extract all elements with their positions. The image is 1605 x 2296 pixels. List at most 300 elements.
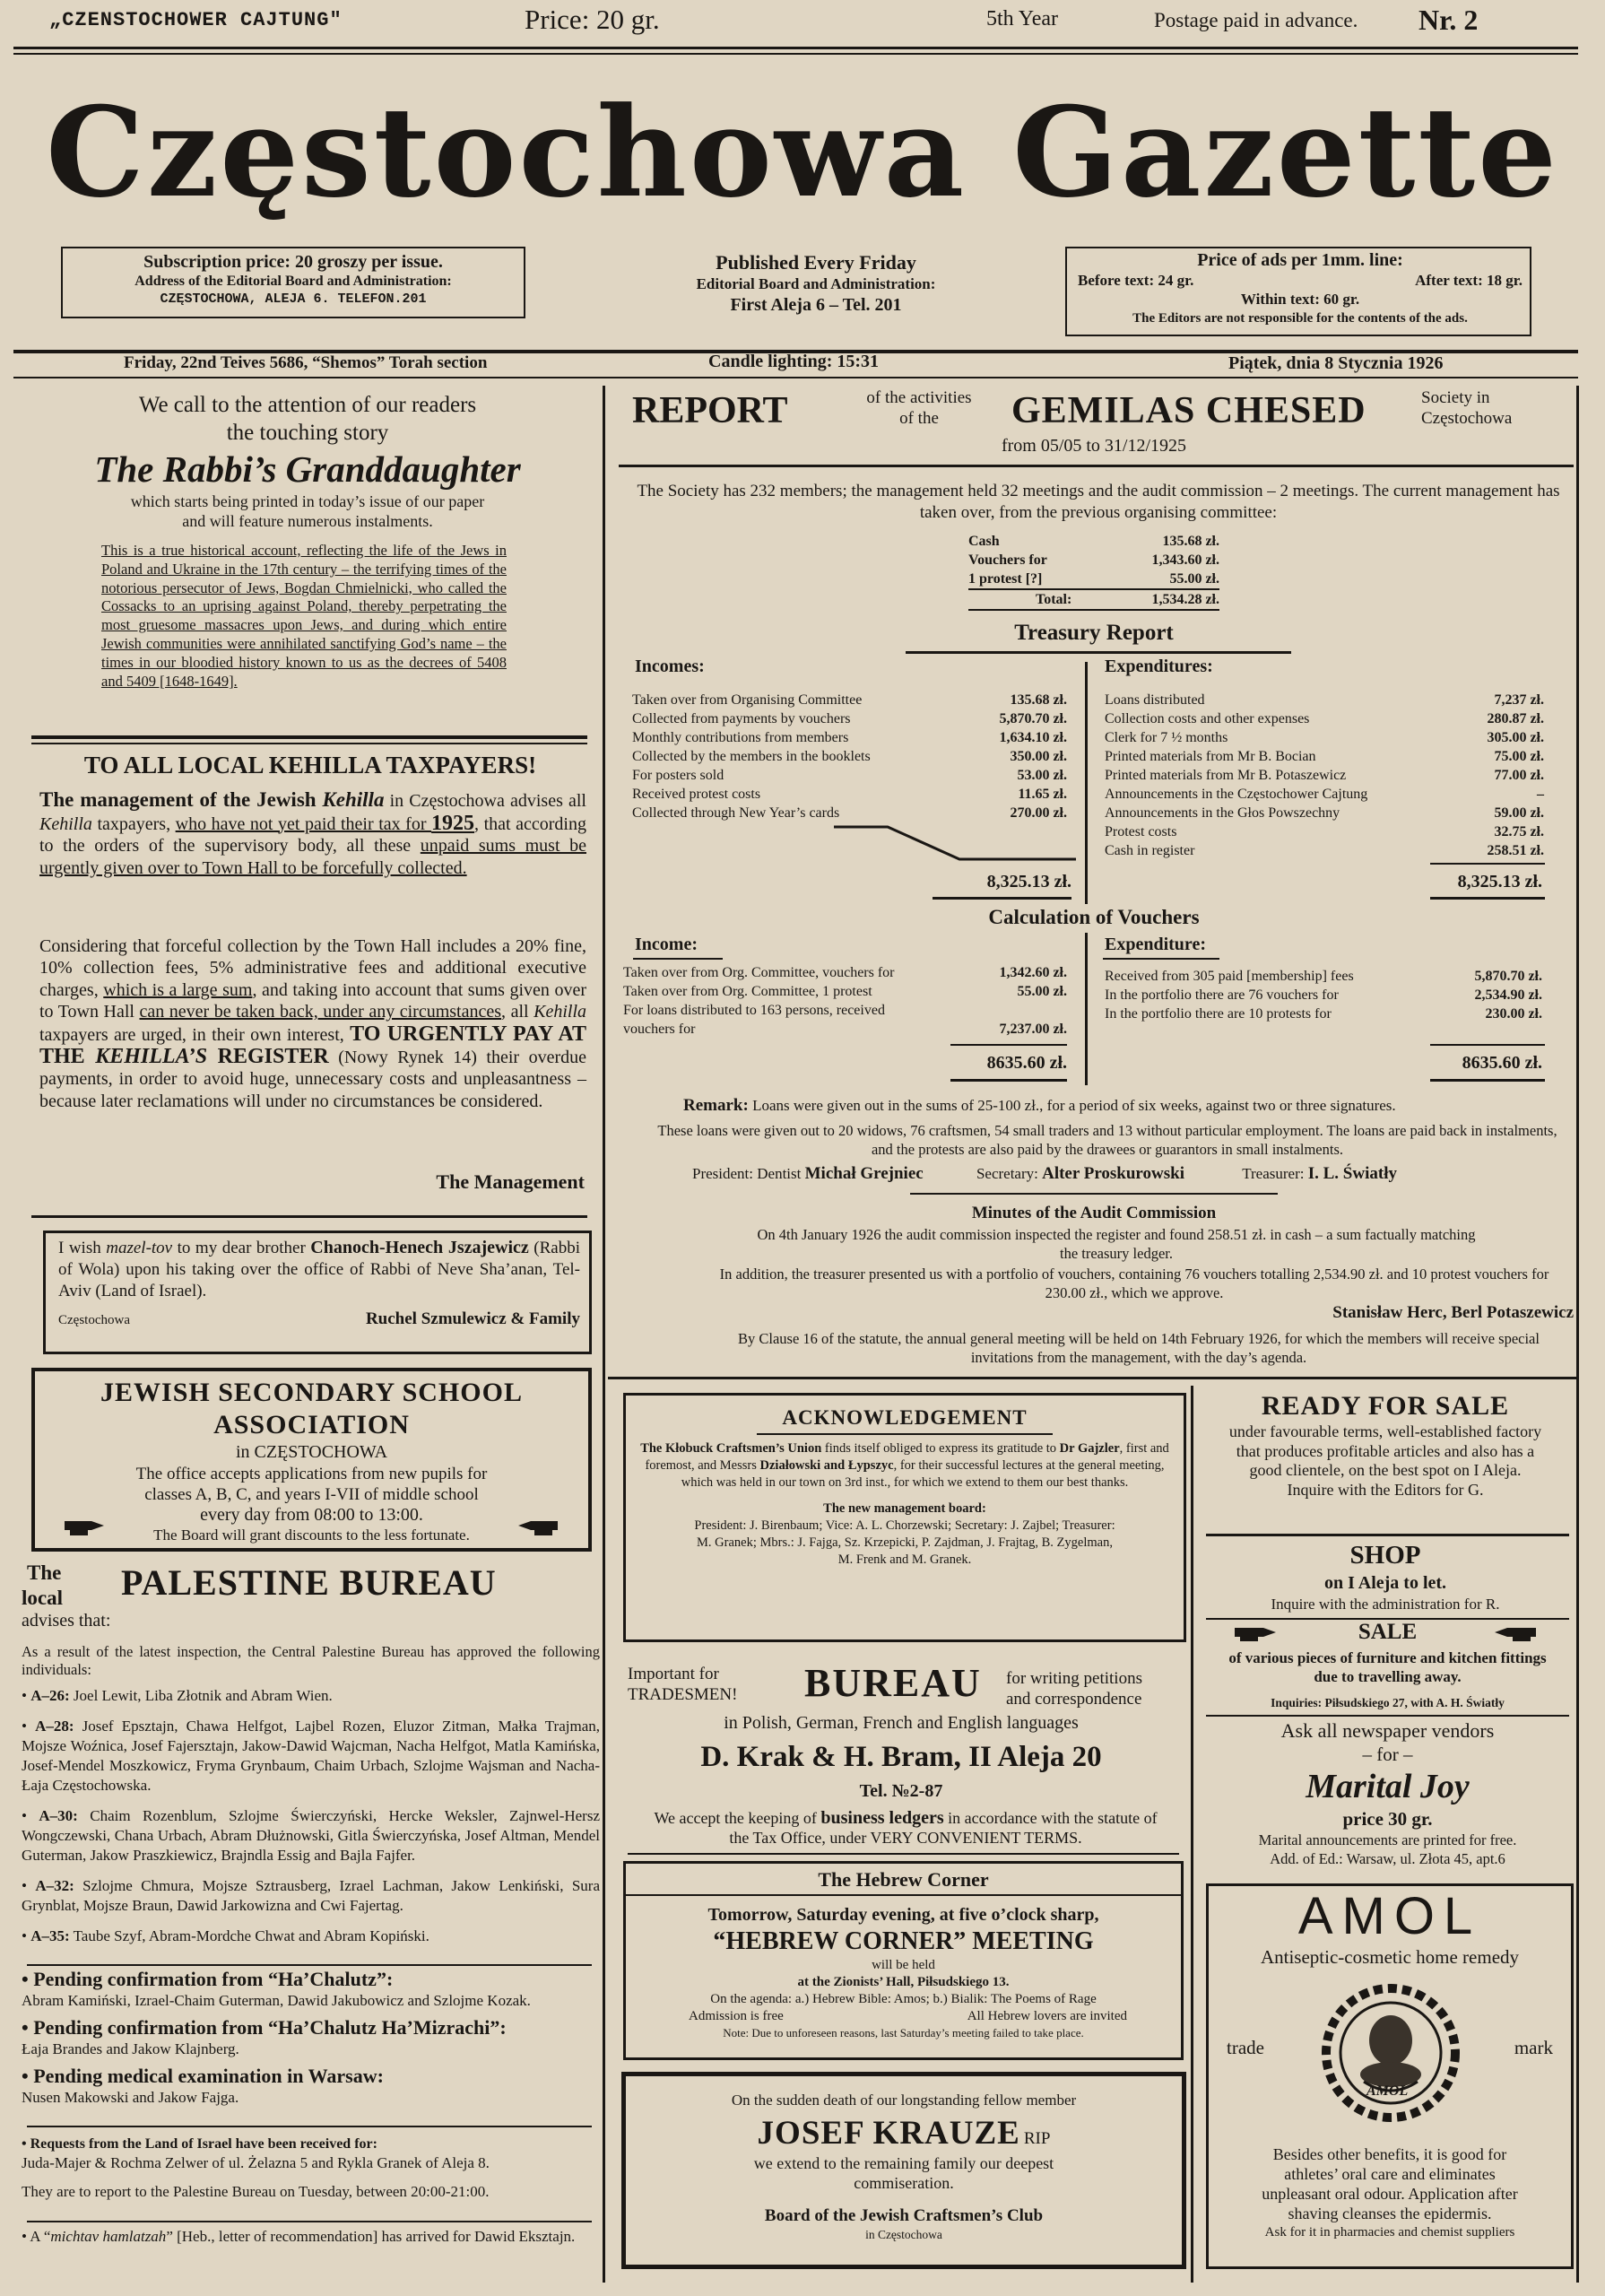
voucher-expenditure-label: Received from 305 paid [membership] fees [1105, 969, 1354, 984]
kehilla-text: 1925 [431, 811, 475, 835]
rule [950, 1044, 1067, 1046]
report-takeover [968, 532, 1219, 611]
rule [910, 1193, 1278, 1195]
general-meeting-notice: By Clause 16 of the statute, the annual general meeting will be held on 14th February 1926, for which the members will receive special invitations from the management, with the day’s agenda. [738, 1330, 1540, 1366]
expenditure-row [1105, 728, 1544, 747]
masthead-top-name: „CZENSTOCHOWER CAJTUNG" [49, 9, 343, 31]
report-officers [692, 1164, 1571, 1184]
pending-mizrachi-names: Łaja Brandes and Jakow Klajnberg. [22, 2040, 239, 2057]
approved-code: A–26: [30, 1687, 70, 1704]
school-title-2: ASSOCIATION [213, 1410, 410, 1439]
rule [633, 958, 723, 960]
hebrew-corner-where: at the Zionists’ Hall, Piłsudskiego 13. [797, 1975, 1010, 1989]
michtav-text: michtav hamlatzah [50, 2228, 167, 2245]
report-remark [683, 1096, 1562, 1116]
expenditure-row [1105, 766, 1544, 785]
sale-ad [1206, 1620, 1569, 1711]
dateline-polish: Piątek, dnia 8 Stycznia 1926 [1228, 353, 1444, 373]
report-of-line2: of the [899, 409, 939, 428]
pending-title: Pending confirmation from “Ha’Chalutz”: [33, 1968, 394, 1990]
amol-title: AMOL [1297, 1887, 1482, 1945]
ad-price-after: After text: 18 gr. [1415, 272, 1523, 289]
expenditure-row [1105, 785, 1544, 804]
voucher-income-total: 8635.60 zł. [986, 1053, 1067, 1073]
income-label: Collected through New Year’s cards [632, 805, 840, 821]
voucher-income-value: 1,342.60 zł. [999, 965, 1067, 980]
editorial-board-label: Editorial Board and Administration: [696, 275, 936, 292]
kehilla-notice-p1 [39, 789, 586, 879]
published-every-friday: Published Every Friday [716, 251, 916, 274]
kehilla-text: can never be taken back, under any circumstances [139, 1002, 502, 1022]
pending-title: Pending confirmation from “Ha’Chalutz Ha’Mizrachi”: [33, 2016, 507, 2039]
incomes-table [632, 691, 1067, 822]
president-name: Michał Grejniec [804, 1164, 924, 1183]
rule [13, 53, 1578, 55]
voucher-expenditure-value: 5,870.70 zł. [1474, 969, 1542, 984]
report-society [1421, 387, 1512, 429]
voucher-income-label: Taken over from Org. Committee, vouchers for [623, 965, 895, 980]
board-title: The new management board: [823, 1501, 986, 1516]
requests-heading: Requests from the Land of Israel have been received for: [30, 2136, 377, 2152]
all-invited: All Hebrew lovers are invited [967, 2009, 1127, 2023]
expenditure-label: Collection costs and other expenses [1105, 711, 1310, 726]
approved-item: • A–30: Chaim Rozenblum, Szlojme Świerczyński, Hercke Weksler, Zajnwel-Hersz Wongczewski, Chana Urbach, Abram Dłużnowski, Gitla Świerczyńska, Josef Altman, Mendel Guterman, Jakow Praszkiewicz, Brajndla Essig and Bajla Fajfer. [22, 1807, 600, 1864]
story-intro-line4: and will feature numerous instalments. [182, 512, 433, 530]
mazeltov-part: to my dear brother [172, 1239, 311, 1257]
obituary-place: in Częstochowa [865, 2228, 942, 2241]
rule [757, 1433, 1053, 1435]
bureau-for-line2: and correspondence [1006, 1690, 1142, 1709]
kehilla-text: TO URGENTLY PAY AT THE [39, 1022, 586, 1069]
column-separator [1576, 386, 1579, 2283]
kehilla-text: who have not yet paid their tax for [175, 813, 432, 834]
palestine-advises: advises that: [22, 1611, 111, 1631]
bureau-for [1006, 1668, 1142, 1709]
rule [608, 1377, 1578, 1379]
voucher-income-label: For loans distributed to 163 persons, received [623, 1003, 885, 1018]
voucher-expenditure-row [1105, 1004, 1542, 1023]
palestine-title: PALESTINE BUREAU [121, 1562, 497, 1603]
hebrew-corner-held: will be held [872, 1958, 935, 1972]
voucher-income-label: vouchers for [623, 1022, 696, 1037]
expenditure-label: Protest costs [1105, 824, 1177, 839]
bureau-ledgers-text: We accept the keeping of [654, 1809, 821, 1827]
ad-prices-box [1065, 247, 1531, 336]
bureau-ledgers [646, 1808, 1166, 1848]
rule [1206, 1715, 1569, 1717]
incomes-title: Incomes: [635, 657, 705, 676]
expenditure-row [1105, 691, 1544, 709]
marital-line3: Marital announcements are printed for free. [1258, 1831, 1517, 1848]
rule [1206, 1534, 1569, 1536]
approved-code: A–30: [39, 1807, 78, 1824]
kehilla-text: Kehilla [322, 788, 385, 811]
income-row [632, 747, 1067, 766]
remark-label: Remark: [683, 1096, 749, 1115]
report-period: from 05/05 to 31/12/1925 [1001, 436, 1187, 456]
shop-ad [1202, 1539, 1569, 1614]
rule [13, 47, 1578, 49]
ad-price-within: Within text: 60 gr. [1240, 291, 1360, 308]
rule [1430, 897, 1545, 900]
kehilla-text: Considering that forceful collection by the Town Hall includes a 20% fine, 10% collection fees, 5% administrative fees and additional executive charges, [39, 936, 586, 1000]
income-label: Monthly contributions from members [632, 730, 849, 745]
kehilla-text: unpaid sums must be urgently given over to Town Hall to be forcefully collected. [39, 836, 586, 878]
dateline-hebrew: Friday, 22nd Teives 5686, “Shemos” Torah section [124, 353, 488, 372]
expenditure-value: 258.51 zł. [1487, 843, 1544, 858]
approved-code: A–35: [30, 1927, 70, 1944]
palestine-approved-list [22, 1686, 600, 1946]
approved-item: • A–32: Szlojme Chmura, Mojsze Sztrausberg, Izrael Lachman, Jakow Lenkiński, Sura Grynblat, Mojsze Braun, Dawid Jarkowizna and Cwi Fajertag. [22, 1877, 600, 1914]
bureau-important [628, 1664, 737, 1705]
expenditures-total: 8,325.13 zł. [1457, 872, 1542, 891]
school-text-2: classes A, B, C, and years I-VII of middle school [144, 1485, 479, 1504]
voucher-income-value: 55.00 zł. [1017, 984, 1067, 999]
kehilla-text: (Nowy Rynek 14) their overdue payments, in order to avoid huge, unnecessary costs and unpleasantness – because later reclamations will under no circumstances be considered. [39, 1048, 587, 1111]
treasury-title: Treasury Report [1014, 621, 1174, 645]
approved-code: A–28: [35, 1718, 74, 1735]
rule [628, 1853, 1179, 1855]
pointing-hand-left-icon [516, 1514, 560, 1537]
rule [1430, 863, 1545, 865]
income-row [632, 766, 1067, 785]
masthead-price: Price: 20 gr. [525, 4, 660, 35]
takeover-row [968, 570, 1219, 590]
shop-text: Inquire with the administration for R. [1271, 1596, 1500, 1613]
hebrew-corner-admission [626, 2008, 1181, 2025]
voucher-expenditure-title: Expenditure: [1105, 935, 1206, 954]
takeover-value: 1,343.60 zł. [1151, 552, 1219, 568]
obituary-signature: Board of the Jewish Craftsmen’s Club [764, 2206, 1044, 2225]
income-label: Taken over from Organising Committee [632, 692, 863, 708]
hebrew-corner-box [623, 1861, 1184, 2060]
amol-laurel-logo-icon [1301, 1974, 1480, 2135]
requests-note: They are to report to the Palestine Bureau on Tuesday, between 20:00-21:00. [22, 2183, 490, 2200]
pending-title: Pending medical examination in Warsaw: [33, 2065, 384, 2087]
pending-hachalutz-names: Abram Kamiński, Izrael-Chaim Guterman, Dawid Jakubowicz and Szlojme Kozak. [22, 1992, 531, 2009]
expenditure-row [1105, 709, 1544, 728]
story-intro-line2: the touching story [226, 421, 389, 445]
income-row [632, 728, 1067, 747]
income-row [632, 691, 1067, 709]
expenditure-label: Announcements in the Głos Powszechny [1105, 805, 1340, 821]
voucher-income-label: Taken over from Org. Committee, 1 protest [623, 984, 872, 999]
column-separator [1085, 933, 1088, 1085]
masthead-issue-number: Nr. 2 [1418, 4, 1479, 36]
story-intro-line3: which starts being printed in today’s issue of our paper [130, 492, 485, 510]
ad-disclaimer: The Editors are not responsible for the contents of the ads. [1132, 311, 1468, 326]
report-society-line1: Society in [1421, 388, 1490, 407]
bureau-title: BUREAU [804, 1661, 982, 1705]
kehilla-text: KEHILLA’S [95, 1045, 208, 1069]
income-row [632, 804, 1067, 822]
sale-text: of various pieces of furniture and kitchen fittings due to travelling away. [1228, 1649, 1547, 1685]
school-box [31, 1368, 592, 1552]
marital-line4: Add. of Ed.: Warsaw, ul. Złota 45, apt.6 [1270, 1850, 1505, 1867]
ack-part: finds itself obliged to express its gratitude to [821, 1441, 1060, 1456]
voucher-expenditure-label: In the portfolio there are 76 vouchers for [1105, 987, 1339, 1003]
school-text-1: The office accepts applications from new pupils for [135, 1465, 488, 1483]
school-hours: every day from 08:00 to 13:00. [200, 1505, 423, 1525]
rule [1430, 1079, 1545, 1082]
report-society-title: GEMILAS CHESED [1011, 390, 1366, 431]
expenditure-row [1105, 804, 1544, 822]
palestine-local: local [22, 1587, 63, 1609]
income-value: 270.00 zł. [1010, 805, 1067, 821]
voucher-income-title: Income: [635, 935, 698, 954]
pending-mizrachi-title: • Pending confirmation from “Ha’Chalutz Ha’Mizrachi”: [22, 2016, 507, 2039]
mazeltov-place: Częstochowa [58, 1313, 130, 1327]
obituary-line1: On the sudden death of our longstanding fellow member [731, 2092, 1077, 2109]
kehilla-text: taxpayers are urged, in their own interest, [39, 1024, 351, 1045]
treasurer-name: I. L. Światły [1307, 1164, 1397, 1183]
column-separator [1191, 1386, 1193, 2283]
story-announcement [25, 391, 590, 531]
income-label: Collected by the members in the booklets [632, 749, 871, 764]
editorial-address: CZĘSTOCHOWA, ALEJA 6. TELEFON.201 [160, 291, 427, 307]
amol-mark-label: mark [1514, 2037, 1553, 2058]
rule [27, 2126, 592, 2127]
requests-title: • Requests from the Land of Israel have been received for: [22, 2136, 377, 2152]
bureau-names: D. Krak & H. Bram, II Aleja 20 [700, 1741, 1102, 1773]
report-intro: The Society has 232 members; the management held 32 meetings and the audit commission – 2 meetings. The current management has taken over, from the previous organising committee: [637, 482, 1560, 522]
expenditures-title: Expenditures: [1105, 657, 1213, 676]
requests-names: Juda-Majer & Rochma Zelwer of ul. Żelazna 5 and Rykla Granek of Aleja 8. [22, 2154, 490, 2171]
expenditure-label: Loans distributed [1105, 692, 1205, 708]
ack-part: , for their successful lectures at the general meeting, which was held in our town on 3rd inst., for which we extend to them our best thanks. [681, 1458, 1165, 1490]
expenditure-row [1105, 822, 1544, 841]
masthead-title: Częstochowa Gazette [46, 79, 1559, 225]
obituary-name: JOSEF KRAUZE [757, 2115, 1020, 2152]
mazeltov-footer [58, 1309, 580, 1329]
amol-trademark-area [1209, 1974, 1571, 2135]
publication-info [610, 251, 1022, 317]
income-label: Collected from payments by vouchers [632, 711, 851, 726]
bureau-important-line1: Important for [628, 1665, 719, 1683]
kehilla-text: which is a large sum [103, 979, 253, 1000]
amol-text: Besides other benefits, it is good for athletes’ oral care and eliminates unpleasant oral odour. Application after shaving cleanses the epidermis. [1262, 2145, 1518, 2222]
column-separator [1085, 662, 1088, 904]
takeover-value: 135.68 zł. [1162, 534, 1219, 549]
ready-for-sale-ad [1202, 1390, 1569, 1500]
kehilla-signature: The Management [436, 1170, 585, 1193]
rule [31, 1215, 587, 1218]
takeover-total-row [968, 590, 1219, 611]
expenditure-row [1105, 841, 1544, 860]
pending-hachalutz-title: • Pending confirmation from “Ha’Chalutz”: [22, 1968, 394, 1990]
takeover-total-value: 1,534.28 zł. [1151, 592, 1219, 607]
minutes-text-1: On 4th January 1926 the audit commission inspected the register and found 258.51 zł. in cash – a sum factually matching the treasury ledger. [757, 1226, 1476, 1262]
column-separator [603, 386, 605, 2283]
bureau-important-line2: TRADESMEN! [628, 1685, 738, 1704]
rule [619, 465, 1574, 467]
mazeltov-text [58, 1237, 580, 1302]
takeover-label: 1 protest [?] [968, 571, 1043, 587]
kehilla-title: TO ALL LOCAL KEHILLA TAXPAYERS! [83, 752, 537, 778]
ad-price-row [1078, 271, 1523, 290]
board-members: President: J. Birenbaum; Vice: A. L. Chorzewski; Secretary: J. Zajbel; Treasurer: M. Granek; Mbrs.: J. Fajga, Sz. Krzepicki, P. Zajdman, J. Frajtag, B. Zygelman, M. Frenk and M. Granek. [694, 1518, 1115, 1567]
voucher-income-row [623, 982, 1067, 1001]
kehilla-text: , and taking into account that sums given over to Town Hall [39, 979, 586, 1022]
school-title: JEWISH SECONDARY SCHOOL [100, 1378, 523, 1407]
hebrew-corner-agenda: On the agenda: a.) Hebrew Bible: Amos; b.) Bialik: The Poems of Rage [710, 1992, 1097, 2006]
ready-for-sale-text: under favourable terms, well-established factory that produces profitable articles and also has a good clientele, on the best spot on I Aleja. Inquire with the Editors for G. [1228, 1422, 1542, 1499]
income-label: Received protest costs [632, 787, 761, 802]
kehilla-text: in Częstochowa advises all [384, 791, 586, 811]
expenditure-value: 75.00 zł. [1494, 749, 1544, 764]
expenditure-label: Announcements in the Częstochower Cajtung [1105, 787, 1368, 802]
amol-trade-label: trade [1227, 2037, 1264, 2058]
editorial-address-label: Address of the Editorial Board and Administration: [134, 274, 452, 289]
voucher-income-row [623, 963, 1067, 982]
masthead-postage: Postage paid in advance. [1154, 9, 1358, 31]
admission-free: Admission is free [689, 2009, 784, 2023]
masthead-year: 5th Year [986, 7, 1059, 30]
pending-medical-names: Nusen Makowski and Jakow Fajga. [22, 2089, 239, 2106]
approved-names: Taube Szyf, Abram-Mordche Chwat and Abram Kopiński. [73, 1927, 429, 1944]
ack-part: The Kłobuck Craftsmen’s Union [640, 1441, 822, 1456]
marital-title: Marital Joy [1306, 1768, 1470, 1805]
voucher-income-row [623, 1020, 1067, 1039]
expenditure-value: 280.87 zł. [1487, 711, 1544, 726]
treasurer-label: Treasurer: [1242, 1165, 1305, 1182]
report-word: REPORT [632, 390, 788, 431]
income-value: 1,634.10 zł. [999, 730, 1067, 745]
palestine-requests [22, 2135, 600, 2202]
income-value: 135.68 zł. [1010, 692, 1067, 708]
rule [933, 897, 1071, 900]
subscription-box [61, 247, 525, 318]
income-value: 53.00 zł. [1017, 768, 1067, 783]
approved-names: Chaim Rozenblum, Szlojme Świerczyński, Hercke Weksler, Zajnwel-Hersz Wongczewski, Chana Urbach, Abram Dłużnowski, Gitla Świerczyńska, Josef Altman, Mendel Guterman, Jakow Praszkiewicz, Brajndla Essig and Bajla Fajfer. [22, 1807, 600, 1864]
voucher-income-table [623, 963, 1067, 1039]
rule [1430, 1044, 1545, 1046]
story-title: The Rabbi’s Granddaughter [94, 448, 521, 490]
shop-title: SHOP [1349, 1541, 1421, 1570]
mazeltov-part: I wish [58, 1239, 107, 1257]
amol-ad-box [1206, 1883, 1574, 2269]
hebrew-corner-when: Tomorrow, Saturday evening, at five o’clock sharp, [707, 1905, 1099, 1925]
voucher-expenditure-row [1105, 986, 1542, 1004]
president-label: President: Dentist [692, 1165, 802, 1182]
minutes-title: Minutes of the Audit Commission [971, 1204, 1217, 1222]
rule [950, 1079, 1067, 1082]
income-row [632, 709, 1067, 728]
palestine-the: The [27, 1561, 62, 1584]
hebrew-corner-note: Note: Due to unforeseen reasons, last Saturday’s meeting failed to take place. [723, 2026, 1084, 2039]
bureau-telephone: Tel. №2-87 [859, 1781, 943, 1801]
secretary-name: Alter Proskurowski [1042, 1164, 1184, 1183]
school-location: in CZĘSTOCHOWA [235, 1442, 388, 1462]
kehilla-text: The management of the Jewish [39, 788, 323, 811]
expenditure-value: – [1537, 787, 1544, 802]
kehilla-text: Kehilla [39, 813, 92, 834]
voucher-expenditure-label: In the portfolio there are 10 protests for [1105, 1006, 1332, 1022]
expenditure-label: Printed materials from Mr B. Bocian [1105, 749, 1316, 764]
income-row [632, 785, 1067, 804]
marital-line2: – for – [1362, 1744, 1413, 1765]
obituary-condolence: we extend to the remaining family our deepest commiseration. [753, 2154, 1054, 2192]
pointing-hand-right-icon [63, 1514, 106, 1537]
shop-subtitle: on I Aleja to let. [1323, 1573, 1447, 1593]
minutes-text-2: In addition, the treasurer presented us with a portfolio of vouchers, containing 76 vouchers totalling 2,534.90 zł. and 10 protest vouchers for 230.00 zł., which we approve. [719, 1265, 1549, 1301]
expenditure-label: Cash in register [1105, 843, 1195, 858]
rule [1103, 958, 1219, 960]
takeover-label: Cash [968, 534, 1000, 549]
approved-item: • A–26: Joel Lewit, Liba Złotnik and Abram Wien. [22, 1687, 333, 1704]
obituary-name-line [626, 2114, 1182, 2153]
report-remark-2: These loans were given out to 20 widows, 76 craftsmen, 54 small traders and 13 without particular employment. The loans are paid back in instalments, and the protests are also paid by the drawees or guarantors in small instalments. [657, 1122, 1557, 1158]
bureau-ledgers-text: business ledgers [820, 1808, 944, 1828]
hebrew-corner-meeting: “HEBREW CORNER” MEETING [713, 1927, 1094, 1955]
marital-price: price 30 gr. [1342, 1808, 1433, 1830]
income-value: 5,870.70 zł. [999, 711, 1067, 726]
approved-item: • A–28: Josef Epsztajn, Chawa Helfgot, Lajbel Rozen, Eluzor Zitman, Małka Trajman, Mojsze Woźnica, Josef Fajersztajn, Jakow-Dawid Wajcman, Nacha Helfgot, Matla Kamińska, Josef-Mendel Moszkowicz, Fryma Grynbaum, Chaim Urbach, Szlojme Wajsman and Nacha-Łaja Częstochowska. [22, 1718, 601, 1794]
story-description: This is a true historical account, reflecting the life of the Jews in Poland and Ukraine in the 17th century – the terrifying times of the notorious persecutor of Jews, Bogdan Chmielnicki, who called the Cossacks to an uprising against Poland, thereby perpetrating the most gruesome massacres upon Jews, and during which entire Jewish communities were annihilated sanctifying God’s name – the times in our bloodied history known to us as the decrees of 5408 and 5409 [1648-1649]. [101, 542, 507, 690]
report-of [843, 387, 995, 429]
incomes-bracket-line [834, 823, 1076, 868]
takeover-label: Vouchers for [968, 552, 1047, 568]
acknowledgement-box [623, 1393, 1186, 1642]
marital-joy-ad [1206, 1718, 1569, 1868]
incomes-total: 8,325.13 zł. [986, 872, 1071, 891]
income-label: For posters sold [632, 768, 724, 783]
marital-line1: Ask all newspaper vendors [1280, 1719, 1495, 1742]
approved-code: A–32: [35, 1877, 74, 1894]
voucher-expenditure-table [1105, 967, 1542, 1023]
acknowledgement-text [638, 1440, 1171, 1492]
sale-title: SALE [1358, 1620, 1418, 1644]
kehilla-text: REGISTER [207, 1045, 329, 1069]
ad-price-heading: Price of ads per 1mm. line: [1197, 250, 1403, 270]
expenditure-value: 32.75 zł. [1494, 824, 1544, 839]
bureau-ledgers-text: in accordance with the statute of the Tax Office, under VERY CONVENIENT TERMS. [729, 1809, 1158, 1847]
michtav-notice: • A “michtav hamlatzah” [Heb., letter of recommendation] has arrived for Dawid Eksztajn. [22, 2228, 576, 2245]
secretary-label: Secretary: [976, 1165, 1038, 1182]
income-value: 11.65 zł. [1018, 787, 1067, 802]
kehilla-text: , that according to the orders of the supervisory body, all these [39, 813, 586, 857]
kehilla-text: Kehilla [534, 1002, 586, 1022]
amol-subtitle: Antiseptic-cosmetic home remedy [1260, 1946, 1520, 1968]
mazeltov-signature: Ruchel Szmulewicz & Family [365, 1309, 580, 1328]
ready-for-sale-title: READY FOR SALE [1261, 1391, 1510, 1421]
sale-inquiries: Inquiries: Piłsudskiego 27, with A. H. Światły [1271, 1696, 1505, 1709]
takeover-value: 55.00 zł. [1169, 571, 1219, 587]
remark-text: Loans were given out in the sums of 25-100 zł., for a period of six weeks, against two or three signatures. [752, 1097, 1396, 1114]
voucher-income-row [623, 1001, 1067, 1020]
voucher-expenditure-total: 8635.60 zł. [1462, 1053, 1542, 1073]
dateline-candle-lighting: Candle lighting: 15:31 [708, 352, 880, 371]
kehilla-notice-p2 [39, 935, 586, 1112]
amol-logo-text: AMOL [1366, 2083, 1409, 2099]
palestine-pending [22, 1968, 600, 2108]
editorial-board-address: First Aleja 6 – Tel. 201 [730, 295, 902, 315]
expenditure-row [1105, 747, 1544, 766]
rule [31, 743, 587, 744]
minutes-signatures: Stanisław Herc, Berl Potaszewicz [1332, 1303, 1574, 1322]
michtav-text: ” [Heb., letter of recommendation] has arrived for Dawid Eksztajn. [166, 2228, 576, 2245]
mazeltov-part: mazel-tov [106, 1239, 173, 1257]
mazeltov-part: Chanoch-Henech Jszajewicz [310, 1238, 529, 1257]
hebrew-corner-title: The Hebrew Corner [818, 1868, 989, 1891]
subscription-price: Subscription price: 20 groszy per issue. [143, 252, 443, 272]
ack-part: Działowski and Łypszyc [759, 1458, 894, 1473]
rule [31, 735, 587, 739]
pending-medical-title: • Pending medical examination in Warsaw: [22, 2065, 384, 2087]
rule [27, 2221, 592, 2222]
ack-part: , first and foremost, and Messrs [645, 1441, 1169, 1473]
mazeltov-part: (Rabbi of Wola) upon his taking over the office of Rabbi of Neve Sha’anan, Tel-Aviv (Land of Israel). [58, 1239, 581, 1300]
